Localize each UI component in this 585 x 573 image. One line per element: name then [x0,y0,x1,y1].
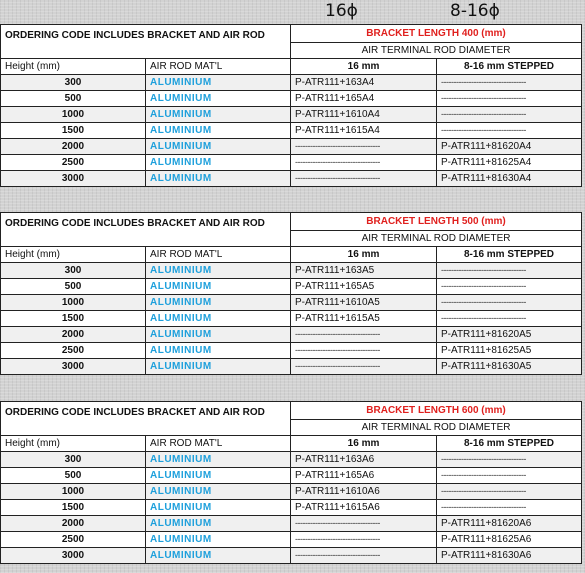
table-row [1,123,582,139]
material-header: AIR ROD MAT'L [146,247,291,263]
material-cell: ALUMINIUM [146,484,291,500]
table-row [1,155,582,171]
height-cell: 300 [1,452,146,468]
material-cell: ALUMINIUM [146,171,291,187]
table-row [1,107,582,123]
height-cell: 1000 [1,107,146,123]
code-16-cell: ---------------------------------- [291,139,437,155]
bracket-length-label: BRACKET LENGTH 500 (mm) [291,213,582,231]
height-cell: 1500 [1,311,146,327]
code-8-16-cell: P-ATR111+81630A6 [437,548,582,564]
diameter-16-header: 16 mm [291,247,437,263]
ordering-code-label: ORDERING CODE INCLUDES BRACKET AND AIR ROD [1,213,291,247]
code-16-cell: P-ATR111+1610A5 [291,295,437,311]
ordering-table-600 [0,401,581,564]
material-header: AIR ROD MAT'L [146,436,291,452]
diameter-8-16-header: 8-16 mm STEPPED [437,59,582,75]
height-cell: 3000 [1,171,146,187]
table-row [1,327,582,343]
table-row [1,468,582,484]
material-cell: ALUMINIUM [146,500,291,516]
material-cell: ALUMINIUM [146,155,291,171]
table-row [1,75,582,91]
code-8-16-cell: ---------------------------------- [437,75,582,91]
height-cell: 300 [1,75,146,91]
height-cell: 1000 [1,484,146,500]
code-16-cell: P-ATR111+1615A5 [291,311,437,327]
table-row [1,279,582,295]
height-header: Height (mm) [1,247,146,263]
material-cell: ALUMINIUM [146,91,291,107]
rod-diameter-label: AIR TERMINAL ROD DIAMETER [291,43,582,59]
code-8-16-cell: P-ATR111+81630A4 [437,171,582,187]
ordering-table-500 [0,212,581,375]
table-row [1,139,582,155]
material-header: AIR ROD MAT'L [146,59,291,75]
height-cell: 2500 [1,343,146,359]
code-8-16-cell: ---------------------------------- [437,452,582,468]
height-header: Height (mm) [1,436,146,452]
height-cell: 2000 [1,327,146,343]
material-cell: ALUMINIUM [146,139,291,155]
height-header: Height (mm) [1,59,146,75]
ordering-code-label: ORDERING CODE INCLUDES BRACKET AND AIR ROD [1,25,291,59]
code-8-16-cell: P-ATR111+81625A6 [437,532,582,548]
code-8-16-cell: ---------------------------------- [437,91,582,107]
height-cell: 500 [1,91,146,107]
code-8-16-cell: P-ATR111+81620A4 [437,139,582,155]
code-8-16-cell: ---------------------------------- [437,263,582,279]
bracket-length-label: BRACKET LENGTH 400 (mm) [291,25,582,43]
height-cell: 2500 [1,155,146,171]
material-cell: ALUMINIUM [146,359,291,375]
material-cell: ALUMINIUM [146,468,291,484]
code-16-cell: P-ATR111+163A4 [291,75,437,91]
material-cell: ALUMINIUM [146,263,291,279]
table-row [1,484,582,500]
code-16-cell: ---------------------------------- [291,171,437,187]
table-row [1,548,582,564]
code-8-16-cell: P-ATR111+81625A4 [437,155,582,171]
table-row [1,311,582,327]
ordering-table-400 [0,24,581,187]
material-cell: ALUMINIUM [146,532,291,548]
code-16-cell: P-ATR111+1615A4 [291,123,437,139]
code-8-16-cell: ---------------------------------- [437,279,582,295]
code-16-cell: ---------------------------------- [291,532,437,548]
diameter-16-header: 16 mm [291,59,437,75]
height-cell: 1500 [1,500,146,516]
material-cell: ALUMINIUM [146,452,291,468]
table-row [1,343,582,359]
table-row [1,359,582,375]
table-row [1,91,582,107]
code-16-cell: P-ATR111+1615A6 [291,500,437,516]
height-cell: 1500 [1,123,146,139]
table-row [1,295,582,311]
material-cell: ALUMINIUM [146,516,291,532]
code-16-cell: P-ATR111+1610A4 [291,107,437,123]
material-cell: ALUMINIUM [146,295,291,311]
diameter-8-16-header: 8-16 mm STEPPED [437,436,582,452]
table-row [1,500,582,516]
material-cell: ALUMINIUM [146,327,291,343]
height-cell: 300 [1,263,146,279]
code-8-16-cell: P-ATR111+81630A5 [437,359,582,375]
code-8-16-cell: P-ATR111+81625A5 [437,343,582,359]
height-cell: 500 [1,468,146,484]
height-cell: 2000 [1,516,146,532]
code-8-16-cell: ---------------------------------- [437,295,582,311]
material-cell: ALUMINIUM [146,107,291,123]
diameter-16-header: 16 mm [291,436,437,452]
code-16-cell: P-ATR111+165A6 [291,468,437,484]
top-label-16: 16ϕ [325,1,358,21]
code-8-16-cell: ---------------------------------- [437,123,582,139]
height-cell: 1000 [1,295,146,311]
ordering-code-label: ORDERING CODE INCLUDES BRACKET AND AIR ROD [1,402,291,436]
table-row [1,171,582,187]
material-cell: ALUMINIUM [146,279,291,295]
height-cell: 3000 [1,359,146,375]
code-8-16-cell: P-ATR111+81620A6 [437,516,582,532]
table-row [1,452,582,468]
code-16-cell: ---------------------------------- [291,327,437,343]
code-8-16-cell: P-ATR111+81620A5 [437,327,582,343]
diameter-8-16-header: 8-16 mm STEPPED [437,247,582,263]
code-8-16-cell: ---------------------------------- [437,107,582,123]
code-16-cell: ---------------------------------- [291,343,437,359]
code-16-cell: ---------------------------------- [291,516,437,532]
material-cell: ALUMINIUM [146,548,291,564]
height-cell: 2500 [1,532,146,548]
code-8-16-cell: ---------------------------------- [437,500,582,516]
bracket-length-label: BRACKET LENGTH 600 (mm) [291,402,582,420]
rod-diameter-label: AIR TERMINAL ROD DIAMETER [291,231,582,247]
height-cell: 3000 [1,548,146,564]
code-16-cell: ---------------------------------- [291,359,437,375]
material-cell: ALUMINIUM [146,75,291,91]
material-cell: ALUMINIUM [146,343,291,359]
code-16-cell: P-ATR111+163A6 [291,452,437,468]
material-cell: ALUMINIUM [146,123,291,139]
height-cell: 2000 [1,139,146,155]
table-row [1,532,582,548]
table-row [1,263,582,279]
code-16-cell: ---------------------------------- [291,155,437,171]
material-cell: ALUMINIUM [146,311,291,327]
code-8-16-cell: ---------------------------------- [437,311,582,327]
code-16-cell: P-ATR111+165A4 [291,91,437,107]
code-8-16-cell: ---------------------------------- [437,484,582,500]
table-row [1,516,582,532]
code-8-16-cell: ---------------------------------- [437,468,582,484]
code-16-cell: P-ATR111+1610A6 [291,484,437,500]
rod-diameter-label: AIR TERMINAL ROD DIAMETER [291,420,582,436]
code-16-cell: ---------------------------------- [291,548,437,564]
height-cell: 500 [1,279,146,295]
code-16-cell: P-ATR111+163A5 [291,263,437,279]
code-16-cell: P-ATR111+165A5 [291,279,437,295]
top-label-8-16: 8-16ϕ [450,1,500,21]
